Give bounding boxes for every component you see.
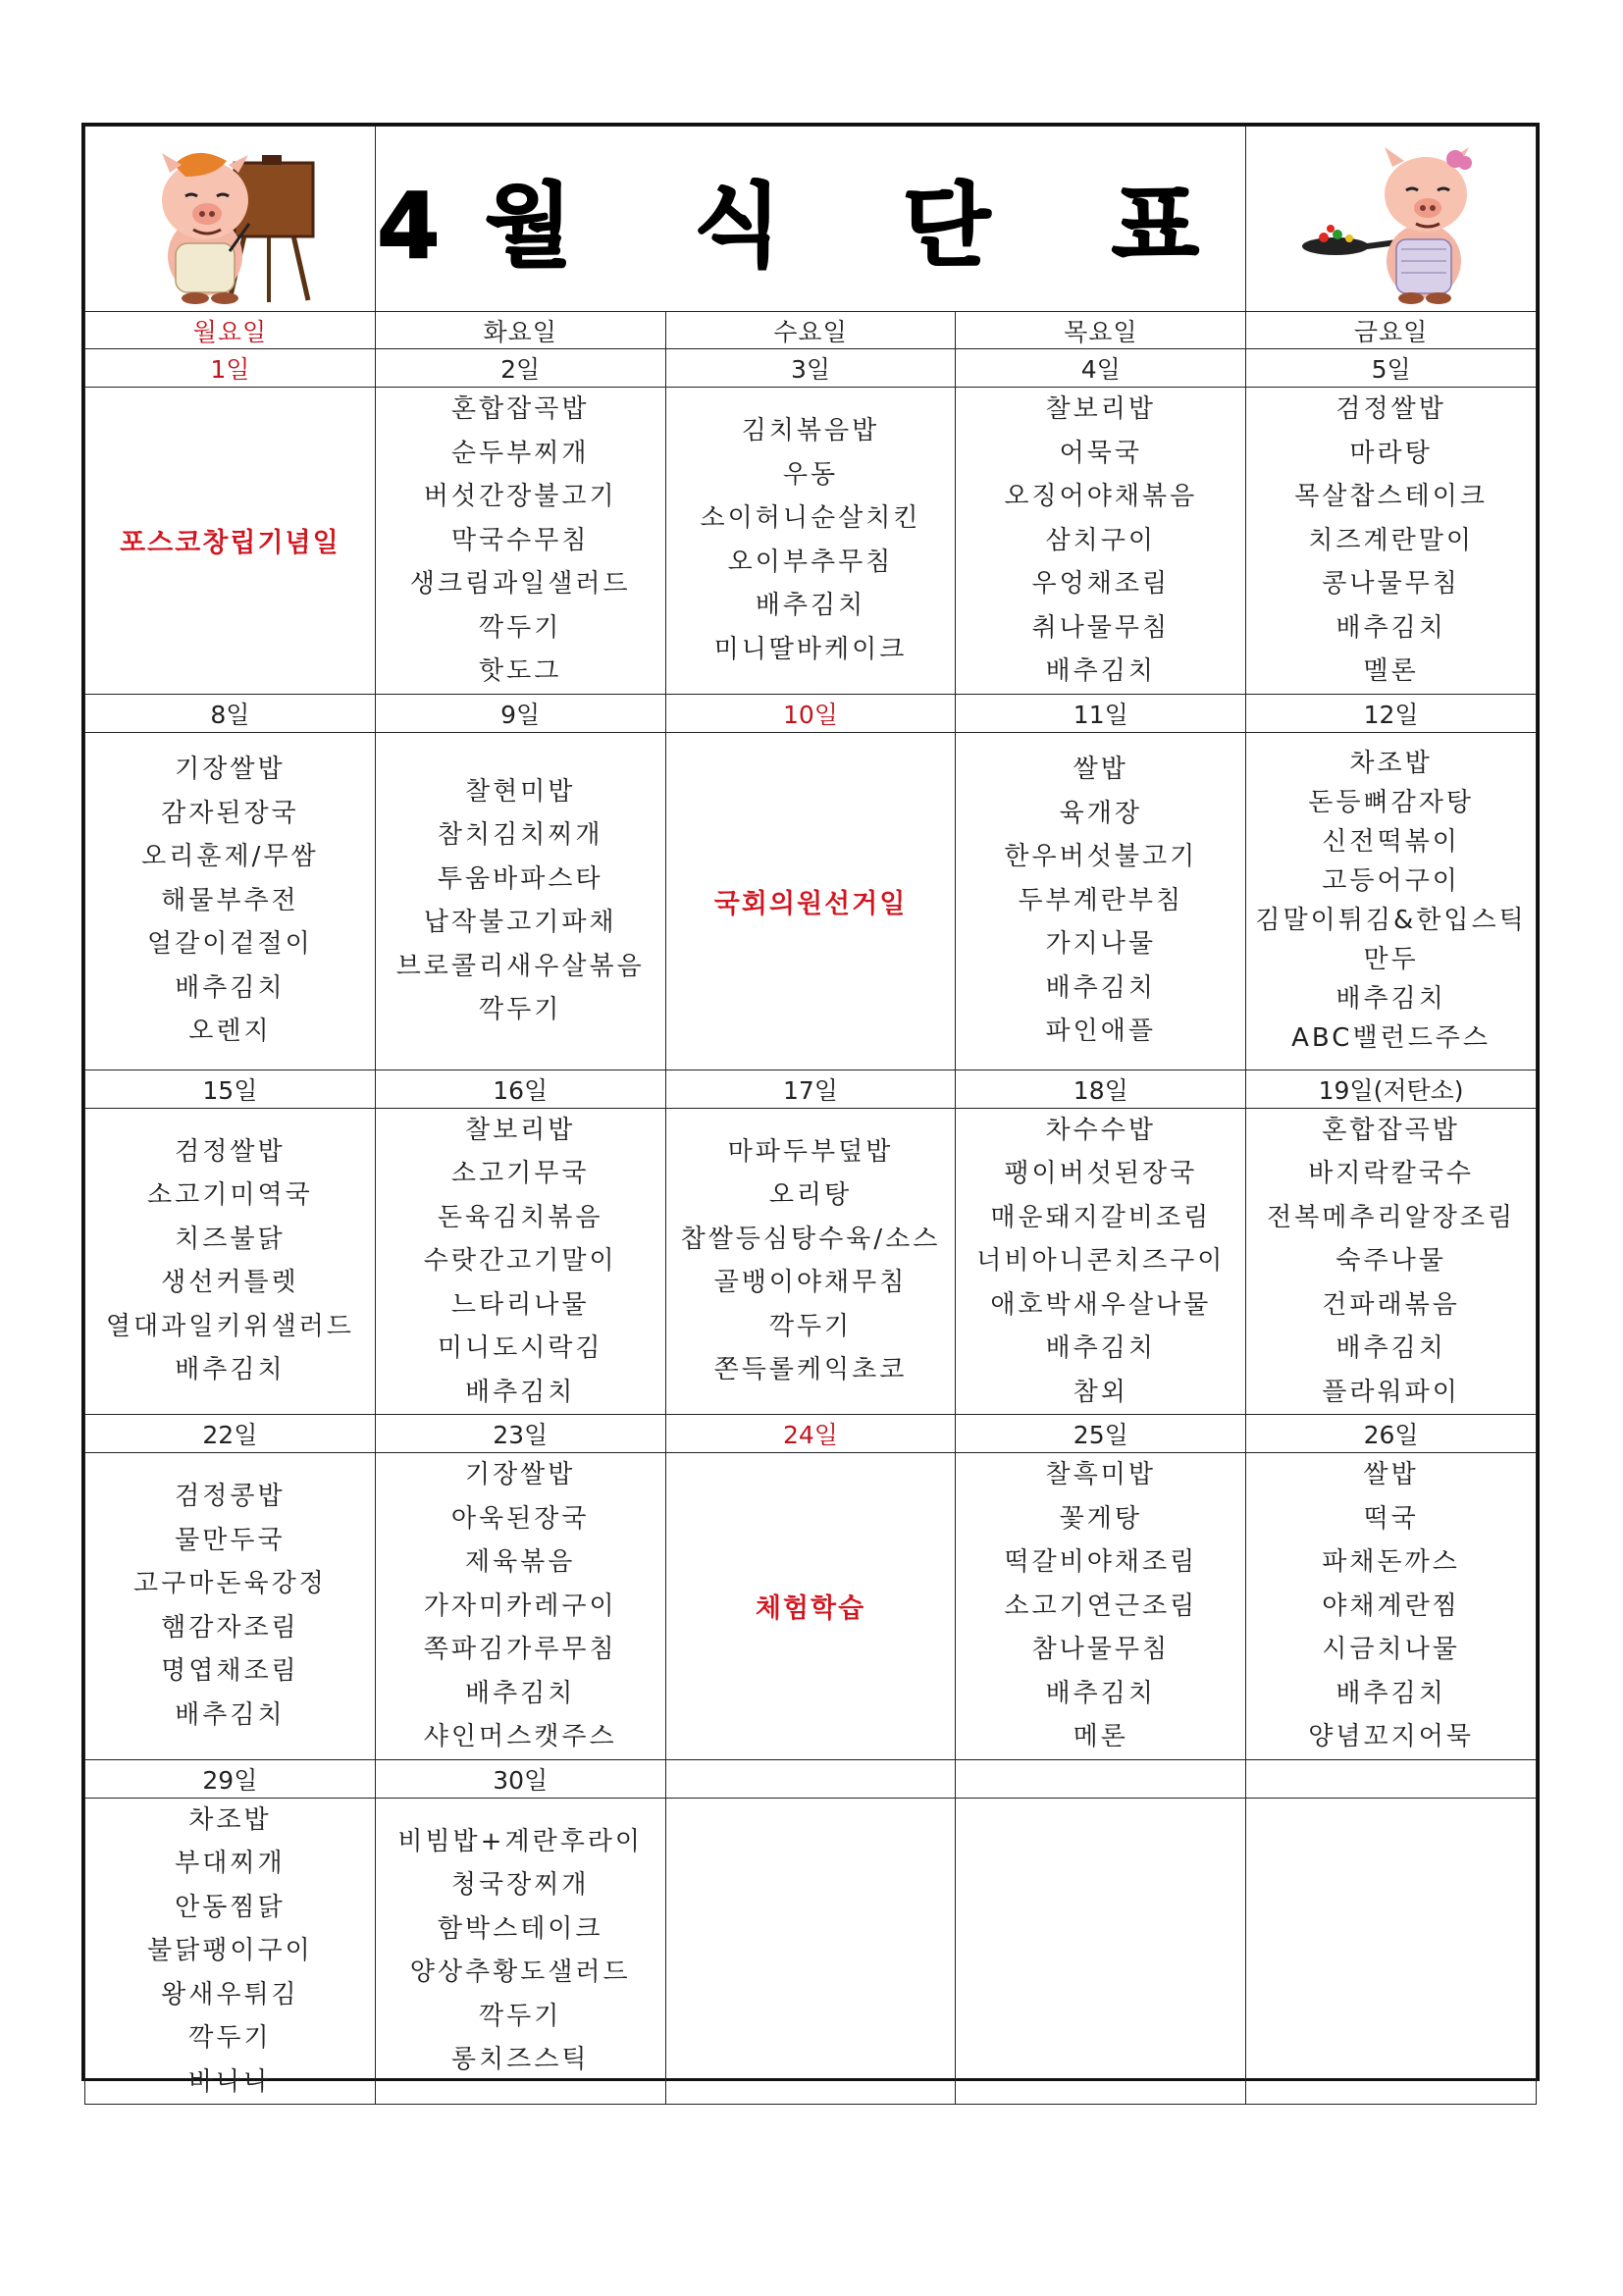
- menu-item: 파인애플: [1045, 1017, 1157, 1047]
- menu-item: 김말이튀김&한입스틱: [1255, 906, 1527, 935]
- menu-cell: [956, 1798, 1246, 2105]
- menu-item: 마파두부덮밥: [727, 1136, 894, 1167]
- menu-item: 멜론: [1363, 656, 1419, 686]
- menu-item: 메론: [1073, 1722, 1128, 1751]
- holiday-label: 체험학습: [755, 1593, 866, 1625]
- menu-item: 혼합잡곡밥: [450, 394, 590, 424]
- holiday-cell: [85, 388, 376, 695]
- menu-item: 비빔밥+계란후라이: [397, 1826, 644, 1856]
- pig-painter-icon: [136, 133, 323, 305]
- menu-item: 소고기연근조림: [1004, 1591, 1198, 1621]
- date-cell: 29일: [85, 1759, 376, 1798]
- menu-cell: [375, 732, 665, 1070]
- menu-item: 돈등뼈감자탕: [1308, 788, 1474, 817]
- menu-item: 혼합잡곡밥: [1322, 1115, 1460, 1145]
- menu-list: [1246, 388, 1536, 694]
- date-cell: 9일: [375, 694, 665, 732]
- menu-item: 애호박새우살나물: [990, 1289, 1212, 1320]
- menu-item: 플라워파이: [1322, 1377, 1460, 1407]
- menu-item: 소고기무국: [450, 1159, 590, 1188]
- menu-item: 배추김치: [755, 591, 866, 621]
- menu-item: 배추김치: [175, 1355, 286, 1385]
- holiday-label: 포스코창립기념일: [120, 528, 340, 559]
- menu-row: [85, 1798, 1537, 2105]
- menu-item: 콩나물무침: [1322, 569, 1460, 599]
- menu-item: 차수수밥: [1045, 1115, 1157, 1145]
- menu-item: 차조밥: [1349, 749, 1433, 778]
- menu-cell: [85, 1453, 376, 1760]
- menu-item: 생크림과일샐러드: [409, 569, 631, 599]
- date-cell: 8일: [85, 694, 376, 732]
- date-row: [85, 1415, 1537, 1453]
- date-row: [85, 1759, 1537, 1798]
- menu-item: 양상추황도샐러드: [409, 1957, 631, 1988]
- date-cell: 12일: [1246, 694, 1537, 732]
- menu-item: 시금치나물: [1322, 1635, 1460, 1664]
- weekday-mon: 월요일: [85, 312, 376, 349]
- menu-item: 우엉채조림: [1031, 569, 1171, 599]
- menu-list: [376, 1820, 665, 2082]
- menu-item: 배추김치: [464, 1377, 576, 1407]
- menu-item: 꽃게탕: [1059, 1503, 1142, 1534]
- holiday-cell: [665, 1453, 956, 1760]
- menu-item: 바나나: [188, 2066, 272, 2097]
- menu-list: [1246, 1453, 1536, 1759]
- menu-item: 두부계란부침: [1018, 885, 1184, 915]
- menu-item: 깍두기: [479, 995, 562, 1024]
- weekday-tue: 화요일: [375, 312, 665, 349]
- menu-item: 쌀밥: [1363, 1460, 1419, 1489]
- menu-item: 투움바파스타: [437, 863, 603, 894]
- menu-item: 찰흑미밥: [1045, 1460, 1157, 1489]
- menu-item: 배추김치: [1045, 1678, 1157, 1708]
- menu-cell: [375, 1108, 665, 1415]
- menu-item: 불닭팽이구이: [147, 1936, 313, 1965]
- menu-cell: [956, 1108, 1246, 1415]
- weekday-thu: 목요일: [956, 312, 1246, 349]
- menu-item: 야채계란찜: [1322, 1591, 1460, 1621]
- menu-list: [956, 748, 1245, 1054]
- menu-item: 감자된장국: [161, 798, 299, 828]
- date-cell: 19일(저탄소): [1246, 1070, 1537, 1108]
- menu-cell: [85, 1108, 376, 1415]
- menu-item: 오리탕: [768, 1180, 853, 1211]
- menu-item: 배추김치: [175, 972, 286, 1003]
- menu-item: 물만두국: [175, 1525, 286, 1555]
- menu-item: 깍두기: [768, 1311, 853, 1341]
- menu-item: 아욱된장국: [450, 1503, 590, 1534]
- menu-item: 파채돈까스: [1322, 1547, 1460, 1577]
- menu-item: 마라탕: [1349, 438, 1433, 468]
- menu-row: [85, 1108, 1537, 1415]
- date-cell: 4일: [956, 349, 1246, 388]
- menu-cell: [956, 732, 1246, 1070]
- menu-item: 쫀득롤케익초코: [713, 1355, 908, 1385]
- menu-item: 햄감자조림: [161, 1612, 299, 1643]
- menu-cell: [375, 388, 665, 695]
- menu-item: 배추김치: [464, 1678, 576, 1708]
- menu-item: 미니도시락김: [437, 1333, 603, 1363]
- date-cell: 26일: [1246, 1415, 1537, 1453]
- pig-chef-icon: [1298, 133, 1485, 305]
- menu-item: 납작불고기파채: [423, 908, 617, 937]
- menu-item: 만두: [1363, 945, 1419, 974]
- menu-item: 오이부추무침: [727, 547, 894, 577]
- menu-cell: [665, 388, 956, 695]
- date-cell: 23일: [375, 1415, 665, 1453]
- menu-list: [376, 388, 665, 694]
- menu-row: [85, 732, 1537, 1070]
- menu-item: 오징어야채볶음: [1004, 482, 1198, 511]
- menu-item: 수랏간고기말이: [423, 1246, 617, 1276]
- menu-item: 매운돼지갈비조림: [990, 1202, 1212, 1232]
- menu-item: 배추김치: [1045, 1333, 1157, 1363]
- menu-cell: [1246, 732, 1537, 1070]
- menu-item: 해물부추전: [161, 885, 299, 915]
- weekday-fri: 금요일: [1246, 312, 1537, 349]
- menu-item: 차조밥: [188, 1804, 272, 1835]
- menu-item: 함박스테이크: [437, 1913, 603, 1944]
- menu-item: 안동찜닭: [175, 1892, 286, 1922]
- menu-item: 오렌지: [188, 1017, 272, 1047]
- pig-chef-cell: [1246, 127, 1537, 312]
- menu-item: 가자미카레구이: [423, 1591, 617, 1621]
- date-cell: [1246, 1759, 1537, 1798]
- menu-list: [85, 748, 375, 1054]
- menu-list: [376, 770, 665, 1032]
- menu-item: 순두부찌개: [450, 438, 590, 468]
- menu-item: 숙주나물: [1335, 1246, 1446, 1276]
- menu-item: 참치김치찌개: [437, 820, 603, 850]
- menu-row: [85, 1453, 1537, 1760]
- menu-item: 육개장: [1059, 798, 1142, 828]
- date-cell: 11일: [956, 694, 1246, 732]
- menu-item: 깍두기: [479, 612, 562, 643]
- menu-item: 오리훈제/무쌈: [141, 842, 319, 872]
- menu-item: 배추김치: [1335, 612, 1446, 643]
- menu-item: 생선커틀렛: [161, 1268, 299, 1298]
- date-row: [85, 349, 1537, 388]
- menu-list: [956, 1453, 1245, 1759]
- menu-cell: [85, 1798, 376, 2105]
- menu-item: 고구마돈육강정: [132, 1569, 327, 1599]
- pig-painter-cell: [85, 127, 376, 312]
- menu-item: 떡갈비야채조림: [1004, 1547, 1198, 1577]
- date-cell: 24일: [665, 1415, 956, 1453]
- menu-item: 신전떡볶이: [1322, 827, 1460, 857]
- menu-item: 얼갈이겉절이: [147, 929, 313, 960]
- menu-item: 느타리나물: [450, 1289, 590, 1320]
- menu-item: 열대과일키위샐러드: [105, 1311, 354, 1341]
- date-cell: 15일: [85, 1070, 376, 1108]
- menu-cell: [375, 1453, 665, 1760]
- menu-cell: [956, 388, 1246, 695]
- menu-item: 골뱅이야채무침: [713, 1268, 908, 1298]
- menu-item: 깍두기: [188, 2023, 272, 2053]
- menu-item: 기장쌀밥: [464, 1460, 576, 1489]
- date-cell: 16일: [375, 1070, 665, 1108]
- menu-item: 검정콩밥: [175, 1482, 286, 1512]
- menu-item: 떡국: [1363, 1503, 1419, 1534]
- date-cell: 18일: [956, 1070, 1246, 1108]
- date-cell: 17일: [665, 1070, 956, 1108]
- menu-item: 배추김치: [1335, 1678, 1446, 1708]
- date-cell: 1일: [85, 349, 376, 388]
- date-cell: [956, 1759, 1246, 1798]
- date-cell: 2일: [375, 349, 665, 388]
- menu-item: 핫도그: [479, 656, 562, 686]
- menu-cell: [85, 732, 376, 1070]
- menu-item: 어묵국: [1059, 438, 1142, 468]
- menu-item: 명엽채조림: [161, 1656, 299, 1687]
- date-cell: 22일: [85, 1415, 376, 1453]
- menu-item: 배추김치: [1045, 656, 1157, 686]
- menu-item: 양념꼬지어묵: [1308, 1722, 1474, 1751]
- menu-list: [376, 1453, 665, 1759]
- menu-item: 검정쌀밥: [175, 1136, 286, 1167]
- weekday-wed: 수요일: [665, 312, 956, 349]
- menu-item: 소고기미역국: [147, 1180, 313, 1211]
- menu-item: 김치볶음밥: [741, 416, 880, 446]
- date-cell: 3일: [665, 349, 956, 388]
- menu-list: [666, 409, 956, 671]
- date-cell: [665, 1759, 956, 1798]
- menu-item: 돈육김치볶음: [437, 1202, 603, 1232]
- menu-item: 소이허니순살치킨: [700, 503, 921, 534]
- menu-list: [376, 1109, 665, 1415]
- menu-item: 목살찹스테이크: [1294, 482, 1488, 511]
- menu-item: 한우버섯불고기: [1004, 842, 1198, 872]
- menu-item: 전복메추리알장조림: [1267, 1202, 1516, 1232]
- menu-cell: [375, 1798, 665, 2105]
- menu-item: 찰현미밥: [464, 776, 576, 807]
- menu-item: 참나물무침: [1031, 1635, 1171, 1664]
- menu-cell: [665, 1108, 956, 1415]
- menu-item: 배추김치: [1335, 984, 1446, 1014]
- menu-item: 쪽파김가루무침: [423, 1635, 617, 1664]
- menu-item: 브로콜리새우살볶음: [395, 951, 645, 981]
- date-cell: 5일: [1246, 349, 1537, 388]
- menu-item: 배추김치: [175, 1699, 286, 1730]
- menu-item: 팽이버섯된장국: [1004, 1159, 1198, 1188]
- menu-item: 배추김치: [1045, 972, 1157, 1003]
- menu-item: 치즈불닭: [175, 1224, 286, 1254]
- date-cell: 25일: [956, 1415, 1246, 1453]
- menu-list: [1246, 744, 1536, 1058]
- menu-item: 롱치즈스틱: [450, 2045, 590, 2075]
- menu-list: [1246, 1109, 1536, 1415]
- menu-item: 찹쌀등심탕수육/소스: [680, 1224, 941, 1254]
- menu-item: 쌀밥: [1073, 755, 1128, 785]
- menu-list: [85, 1799, 375, 2105]
- date-cell: 30일: [375, 1759, 665, 1798]
- date-row: [85, 694, 1537, 732]
- menu-item: 치즈계란말이: [1308, 525, 1474, 555]
- menu-row: [85, 388, 1537, 695]
- menu-item: 왕새우튀김: [161, 1979, 299, 2009]
- menu-cell: [1246, 388, 1537, 695]
- menu-item: 검정쌀밥: [1335, 394, 1446, 424]
- page-title: 4월 식 단 표: [377, 174, 1244, 279]
- menu-cell: [1246, 1798, 1537, 2105]
- holiday-label: 국회의원선거일: [713, 888, 908, 919]
- menu-item: 미니딸바케이크: [713, 634, 908, 664]
- menu-cell: [1246, 1453, 1537, 1760]
- menu-list: [956, 388, 1245, 694]
- menu-item: 청국장찌개: [450, 1870, 590, 1901]
- weekday-header-row: [85, 312, 1537, 349]
- menu-item: 너비아니콘치즈구이: [976, 1246, 1226, 1276]
- menu-list: [85, 1475, 375, 1737]
- menu-item: 건파래볶음: [1322, 1289, 1460, 1320]
- menu-cell: [665, 1798, 956, 2105]
- menu-item: 깍두기: [479, 2001, 562, 2031]
- menu-item: 부대찌개: [175, 1849, 286, 1878]
- menu-item: 삼치구이: [1045, 525, 1157, 555]
- menu-item: 가지나물: [1045, 929, 1157, 960]
- menu-item: 기장쌀밥: [175, 755, 286, 785]
- menu-item: 취나물무침: [1031, 612, 1171, 643]
- date-cell: 10일: [665, 694, 956, 732]
- menu-item: 배추김치: [1335, 1333, 1446, 1363]
- menu-item: 고등어구이: [1322, 866, 1460, 896]
- menu-item: 찰보리밥: [1045, 394, 1157, 424]
- menu-item: 제육볶음: [464, 1547, 576, 1577]
- menu-item: 버섯간장불고기: [423, 482, 617, 511]
- date-row: [85, 1070, 1537, 1108]
- menu-cell: [956, 1453, 1246, 1760]
- menu-cell: [1246, 1108, 1537, 1415]
- menu-table: [81, 123, 1540, 2097]
- menu-item: 우동: [782, 459, 839, 490]
- holiday-cell: [665, 732, 956, 1070]
- menu-item: 막국수무침: [450, 525, 590, 555]
- menu-list: [85, 1130, 375, 1392]
- menu-item: 샤인머스캣주스: [423, 1722, 617, 1751]
- menu-item: 찰보리밥: [464, 1115, 576, 1145]
- menu-item: ABC밸런드주스: [1291, 1023, 1492, 1053]
- menu-list: [956, 1109, 1245, 1415]
- menu-item: 바지락칼국수: [1308, 1159, 1474, 1188]
- title-cell: [375, 127, 1245, 312]
- menu-item: 참외: [1073, 1377, 1128, 1407]
- menu-list: [666, 1130, 956, 1392]
